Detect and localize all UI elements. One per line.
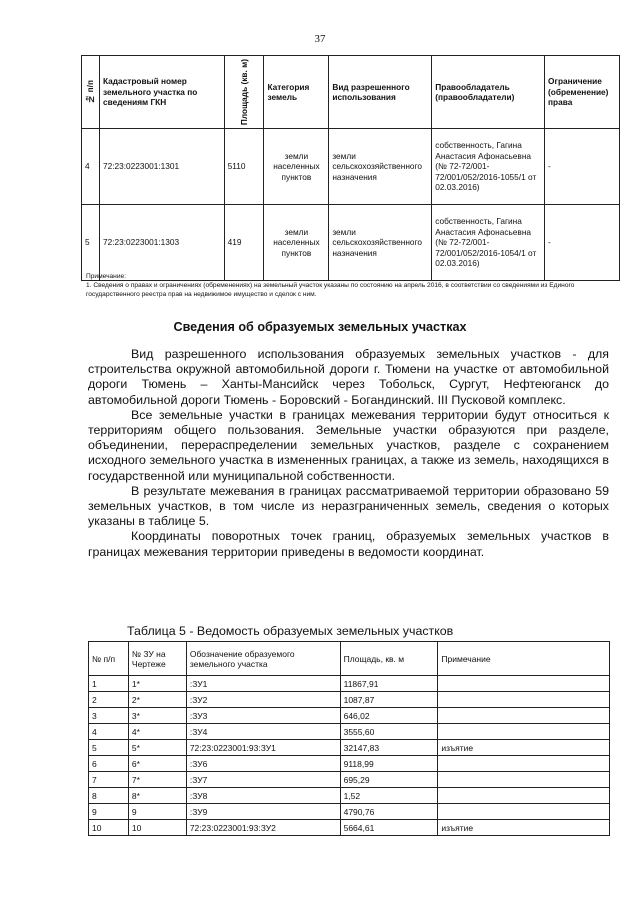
column-header: Обозначение образуемого земельного участка [186, 642, 340, 676]
table-row [89, 788, 610, 804]
table-note [86, 272, 626, 299]
table-cell: 1* [128, 676, 186, 692]
section-heading: Сведения об образуемых земельных участках [173, 320, 467, 334]
column-header: Категория земель [264, 56, 329, 129]
table-cell: 4 [89, 724, 129, 740]
body-text [88, 347, 609, 560]
column-header: Вид разрешенного использования [329, 56, 432, 129]
table-cell [438, 804, 610, 820]
parcels-table [88, 641, 610, 836]
table-cell: 8 [89, 788, 129, 804]
column-header: Площадь, кв. м [340, 642, 438, 676]
table-cell: 1 [89, 676, 129, 692]
note-text: 1. Сведения о правах и ограничениях (обременениях) на земельный участок указаны по состоянию на апрель 2016, в соответствии со сведениями из Единого государственного реестра прав на недвижимое имущество и сделок с ним. [86, 282, 575, 298]
table-row [89, 820, 610, 836]
table-cell [438, 724, 610, 740]
table-cell: 72:23:0223001:1303 [99, 205, 224, 281]
table-cell: 3* [128, 708, 186, 724]
table-cell: 646,02 [340, 708, 438, 724]
table-cell: 10 [128, 820, 186, 836]
table-cell: 72:23:0223001:93:ЗУ2 [186, 820, 340, 836]
table-cell [438, 692, 610, 708]
table-row [89, 676, 610, 692]
table-cell: 2 [89, 692, 129, 708]
table-cell: :ЗУ7 [186, 772, 340, 788]
paragraph: В результате межевания в границах рассматриваемой территории образовано 59 земельных участков, в том числе из неразграниченных земель, сведения о которых указаны в таблице 5. [88, 483, 609, 529]
table-cell: 6 [89, 756, 129, 772]
table-cell: 6* [128, 756, 186, 772]
table-row [82, 129, 620, 205]
table-cell: 5* [128, 740, 186, 756]
table-cell: :ЗУ8 [186, 788, 340, 804]
table-cell: 7 [89, 772, 129, 788]
table-cell: :ЗУ6 [186, 756, 340, 772]
column-header: № п/п [89, 642, 129, 676]
table-cell: 5110 [224, 129, 264, 205]
table-cell: земли сельскохозяйственного назначения [329, 129, 432, 205]
column-header: Кадастровый номер земельного участка по сведениям ГКН [99, 56, 224, 129]
table-cell: 3555,60 [340, 724, 438, 740]
table-caption: Таблица 5 - Ведомость образуемых земельных участков [127, 624, 454, 638]
column-header: Правообладатель (правообладатели) [432, 56, 545, 129]
table-row [89, 692, 610, 708]
table-cell [438, 676, 610, 692]
table-cell: 8* [128, 788, 186, 804]
page-number: 37 [314, 33, 326, 45]
table-cell: 11867,91 [340, 676, 438, 692]
table-header-row [89, 642, 610, 676]
table-cell [438, 756, 610, 772]
table-cell: собственность, Гагина Анастасия Афонасьевна (№ 72-72/001-72/001/052/2016-1055/1 от 02.03.2016) [432, 129, 545, 205]
table-row [89, 708, 610, 724]
table-cell: земли населенных пунктов [264, 129, 329, 205]
table-cell: 9 [89, 804, 129, 820]
table-row [82, 205, 620, 281]
table-header-row [82, 56, 620, 129]
table-cell: 5664,61 [340, 820, 438, 836]
table-cell: 4 [82, 129, 100, 205]
table-row [89, 724, 610, 740]
paragraph: Координаты поворотных точек границ, образуемых земельных участков в границах межевания территории приведены в ведомости координат. [88, 529, 609, 559]
table-cell: 5 [82, 205, 100, 281]
table-cell: 9 [128, 804, 186, 820]
paragraph: Вид разрешенного использования образуемых земельных участков - для строительства окружной автомобильной дороги г. Тюмени на участке от автомобильной дороги Тюмень – Ханты-Мансийск через Тобольск, Сургут, Нефтеюганск до автомобильной дороги Тюмень - Боровский - Богандинский. III Пусковой комплекс. [88, 347, 609, 407]
table-cell: изъятие [438, 820, 610, 836]
table-cell: 1087,87 [340, 692, 438, 708]
column-header: Площадь (кв. м) [224, 56, 264, 129]
column-header: № ЗУ на Чертеже [128, 642, 186, 676]
table-cell: :ЗУ1 [186, 676, 340, 692]
table-cell: 3 [89, 708, 129, 724]
table-cell: 72:23:0223001:93:ЗУ1 [186, 740, 340, 756]
table-cell: 9118,99 [340, 756, 438, 772]
table-cell: изъятие [438, 740, 610, 756]
table-cell: :ЗУ9 [186, 804, 340, 820]
table-cell: - [545, 129, 620, 205]
table-cell: 7* [128, 772, 186, 788]
column-header: Ограничение (обременение) права [545, 56, 620, 129]
table-row [89, 756, 610, 772]
table-cell: 10 [89, 820, 129, 836]
table-cell: 4790,76 [340, 804, 438, 820]
rights-table [81, 55, 620, 281]
table-cell: 72:23:0223001:1301 [99, 129, 224, 205]
table-row [89, 740, 610, 756]
note-title: Примечание: [86, 273, 126, 280]
table-cell: земли сельскохозяйственного назначения [329, 205, 432, 281]
table-cell: 695,29 [340, 772, 438, 788]
table-cell: 2* [128, 692, 186, 708]
table-cell: 5 [89, 740, 129, 756]
table-cell: - [545, 205, 620, 281]
table-cell: :ЗУ2 [186, 692, 340, 708]
table-cell: 1,52 [340, 788, 438, 804]
table-cell: 4* [128, 724, 186, 740]
table-cell [438, 788, 610, 804]
table-cell [438, 772, 610, 788]
table-row [89, 804, 610, 820]
table-cell: :ЗУ3 [186, 708, 340, 724]
table-cell: :ЗУ4 [186, 724, 340, 740]
table-cell: земли населенных пунктов [264, 205, 329, 281]
table-row [89, 772, 610, 788]
table-cell [438, 708, 610, 724]
column-header: Примечание [438, 642, 610, 676]
paragraph: Все земельные участки в границах межевания территории будут относиться к территориям общего пользования. Земельные участки образуются при разделе, объединении, перераспределении земельных участков, разделе с сохранением исходного земельного участка в измененных границах, а также из земель, находящихся в государственной или муниципальной собственности. [88, 407, 609, 483]
table-cell: 32147,83 [340, 740, 438, 756]
table-cell: 419 [224, 205, 264, 281]
column-header: № п/п [82, 56, 100, 129]
table-cell: собственность, Гагина Анастасия Афонасьевна (№ 72-72/001-72/001/052/2016-1054/1 от 02.03.2016) [432, 205, 545, 281]
